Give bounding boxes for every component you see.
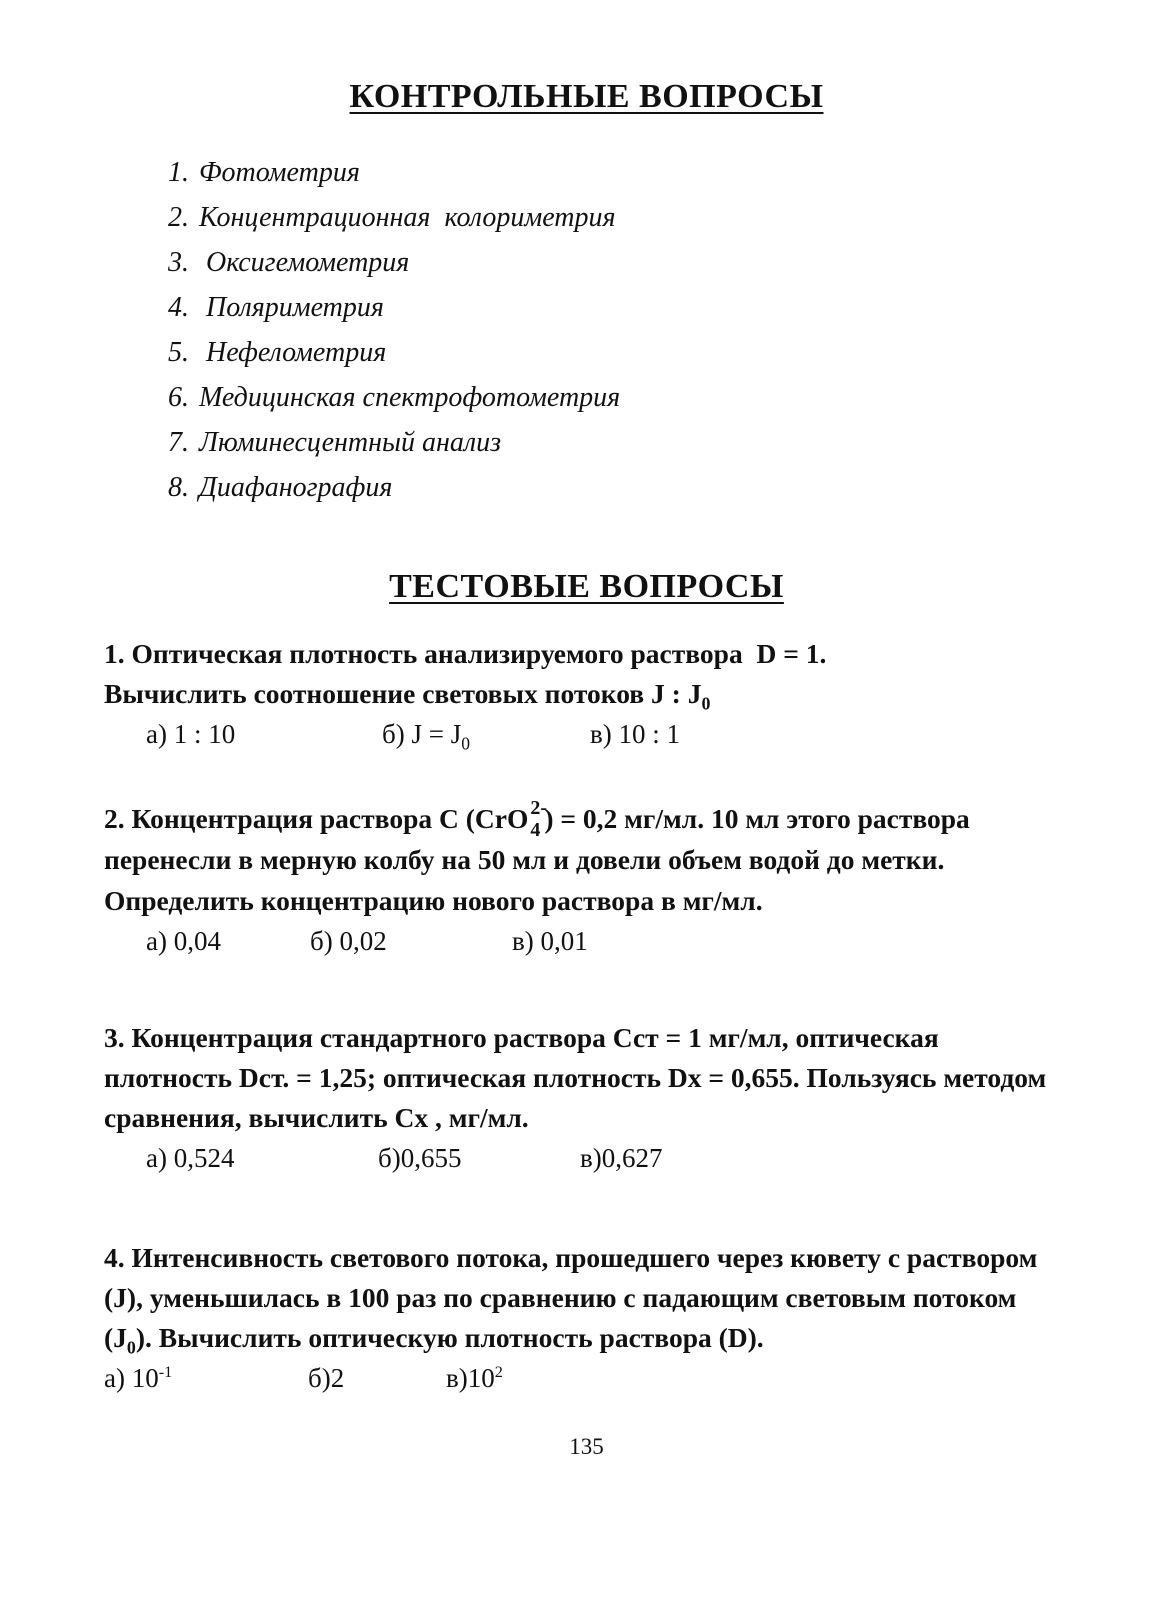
page-number: 135 <box>569 1434 604 1459</box>
list-item: 2. Концентрационная колориметрия <box>168 202 616 233</box>
list-item: 1. Фотометрия <box>168 157 360 188</box>
answer-a: а) 1 : 10 <box>146 719 236 749</box>
test-questions-title: ТЕСТОВЫЕ ВОПРОСЫ <box>389 568 784 605</box>
question-text: 1. Оптическая плотность анализируемого раствора D = 1. Вычислить соотношение световых потоков J : $J_0$ <box>104 638 827 714</box>
control-questions-list <box>168 150 620 510</box>
question-text: 3. Концентрация стандартного раствора Сст = 1 мг/мл, оптическая плотность Dст. = 1,25; оптическая плотность Dx = 0,655. Пользуясь методом сравнения, вычислить Сх , мг/мл. <box>104 1022 1047 1133</box>
answer-options <box>104 921 1064 961</box>
answer-b: б)0,655 <box>378 1143 462 1173</box>
answer-c: $в)10^2$ <box>446 1363 503 1393</box>
list-item: 5. Нефелометрия <box>168 337 387 368</box>
test-question-3 <box>104 1018 1064 1178</box>
test-question-2 <box>104 798 1064 961</box>
question-text: 2. Концентрация раствора С (CrO 2- 4 ) = 0,2 мг/мл. 10 мл этого раствора перенесли в мерную колбу на 50 мл и довели объем водой до метки. Определить концентрацию нового раствора в мг/мл. <box>104 797 970 916</box>
answer-b: б) $J = J_0$ <box>382 719 470 754</box>
list-item: 4. Поляриметрия <box>168 292 384 323</box>
answer-options <box>104 1138 1064 1178</box>
control-questions-title: КОНТРОЛЬНЫЕ ВОПРОСЫ <box>349 78 824 115</box>
answer-options <box>104 1358 1064 1398</box>
test-question-4 <box>104 1238 1064 1398</box>
test-question-1 <box>104 634 1064 754</box>
answer-a: а) $10^{-1}$ <box>104 1363 173 1393</box>
answer-a: а) 0,04 <box>146 926 221 956</box>
question-text: 4. Интенсивность светового потока, прошедшего через кювету с раствором (J), уменьшилась в 100 раз по сравнению с падающим световым потоком $(J_0)$. Вычислить оптическую плотность раствора (D). <box>104 1242 1038 1358</box>
chromate-ion-indices: 2- 4 <box>530 797 548 841</box>
answer-b: б) 0,02 <box>310 926 387 956</box>
answer-c: в) 0,01 <box>512 926 588 956</box>
list-item: 6. Медицинская спектрофотометрия <box>168 382 621 413</box>
answer-c: в) 10 : 1 <box>590 719 680 749</box>
list-item: 8. Диафанография <box>168 472 393 503</box>
list-item: 3. Оксигемометрия <box>168 247 410 278</box>
list-item: 7. Люминесцентный анализ <box>168 427 501 458</box>
answer-c: в)0,627 <box>580 1143 663 1173</box>
answer-b: б)2 <box>308 1363 345 1393</box>
answer-a: а) 0,524 <box>146 1143 235 1173</box>
answer-options <box>104 714 1064 754</box>
